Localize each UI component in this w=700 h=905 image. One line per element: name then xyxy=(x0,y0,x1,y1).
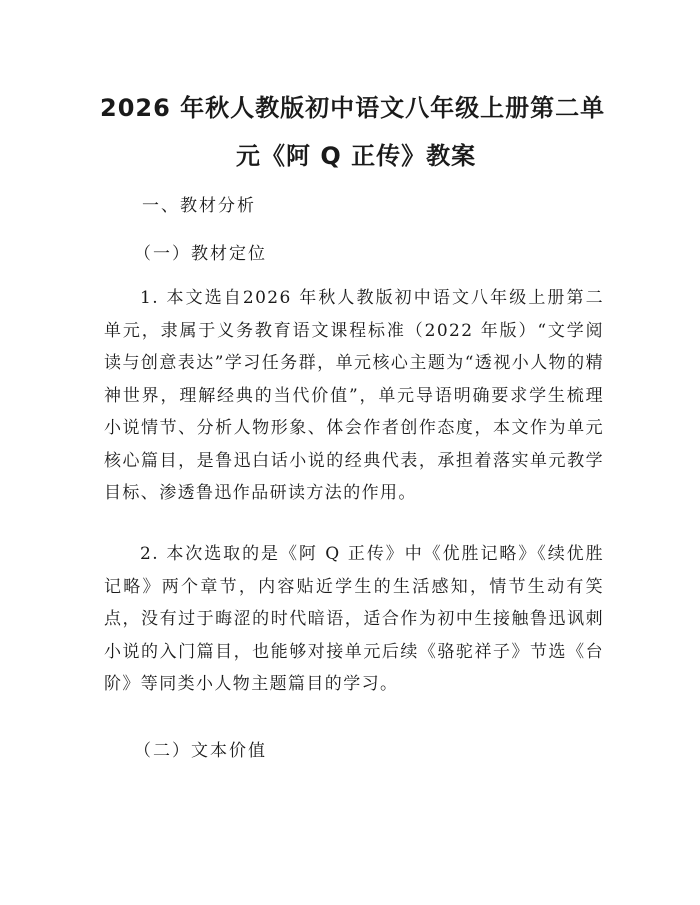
section-heading-teaching-material-analysis: 一、教材分析 xyxy=(142,196,256,216)
paragraph-material-positioning-1: 1. 本文选自2026 年秋人教版初中语文八年级上册第二单元，隶属于义务教育语文课程标准（2022 年版）“文学阅读与创意表达”学习任务群，单元核心主题为“透视小人物的精神世界，理解经典的当代价值”，单元导语明确要求学生梳理小说情节、分析人物形象、体会作者创作态度，本文作为单元核心篇目，是鲁迅白话小说的经典代表，承担着落实单元教学目标、渗透鲁迅作品研读方法的作用。 xyxy=(104,288,604,503)
paragraph-material-positioning-2: 2. 本次选取的是《阿 Q 正传》中《优胜记略》《续优胜记略》两个章节，内容贴近学生的生活感知，情节生动有笑点，没有过于晦涩的时代暗语，适合作为初中生接触鲁迅讽刺小说的入门篇目，也能够对接单元后续《骆驼祥子》节选《台阶》等同类小人物主题篇目的学习。 xyxy=(104,544,604,694)
document-title-line-2: 元《阿 Q 正传》教案 xyxy=(236,142,477,170)
subsection-heading-text-value: （二）文本价值 xyxy=(134,741,267,761)
document-title-line-1: 2026 年秋人教版初中语文八年级上册第二单 xyxy=(100,94,606,122)
subsection-heading-material-positioning: （一）教材定位 xyxy=(134,244,267,264)
